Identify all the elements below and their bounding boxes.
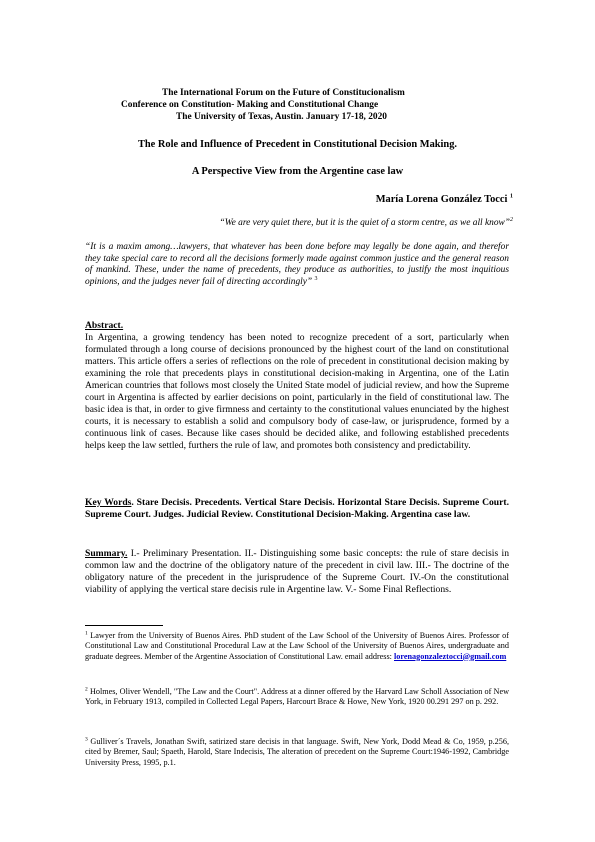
- epigraph-footnote-ref[interactable]: 2: [510, 216, 513, 223]
- conference-name: The International Forum on the Future of Constitucionalism: [162, 88, 405, 98]
- footnote-number: 2: [85, 686, 88, 693]
- author-name: María Lorena González Tocci: [375, 194, 508, 205]
- abstract-text: In Argentina, a growing tendency has been noted to recognize precedent of a sort, particularly when formulated through a long course of decisions pronounced by the highest court of the land on constitutional matters. This article offers a series of reflections on the role of precedent in constitutional decision making by examining the role that precedents plays in constitutional decision-making in Argentina, one of the Latin American countries that follows most closely the United State model of judicial review, and how the Supreme court in Argentina is affected by earlier decisions on point, particularly in the field of constitutional law. The basic idea is that, in order to give firmness and certainty to the constitutional values enunciated by the highest courts, it is necessary to establish a solid and compulsory body of case-law, or jurisprudence, formed by a continuous link of cases. Because like cases should be decided alike, and following established precedents helps keep the law settled, furthers the rule of law, and promotes both consistency and predictability.: [85, 332, 509, 452]
- author-footnote-ref[interactable]: 1: [510, 193, 513, 200]
- summary-text: I.- Preliminary Presentation. II.- Distinguishing some basic concepts: the rule of stare decisis in common law and the doctrine of the obligatory nature of the precedent in civil law. III.- The doctrine of the obligatory nature of the precedent in the jurisprudence of the Supreme Court. IV.-On the constitutional viability of applying the vertical stare decisis rule in Argentine law. V.- Some Final Reflections.: [85, 548, 509, 596]
- author-line: [376, 194, 513, 205]
- footnote-1: [85, 631, 509, 662]
- keywords-text: . Stare Decisis. Precedents. Vertical Stare Decisis. Horizontal Stare Decisis. Supreme Court. Supreme Court. Judges. Judicial Review. Constitutional Decision-Making. Argentina case law.: [85, 497, 509, 521]
- footnote-3: [85, 737, 509, 768]
- paper-title: The Role and Influence of Precedent in Constitutional Decision Making.: [137, 139, 458, 150]
- summary-section: [85, 548, 509, 596]
- paper-subtitle: A Perspective View from the Argentine case law: [191, 166, 404, 177]
- conference-subtitle: Conference on Constitution- Making and Constitutional Change: [121, 100, 379, 110]
- opening-quote: [85, 242, 509, 288]
- keywords-heading: Key Words: [85, 497, 132, 508]
- epigraph: [220, 218, 514, 228]
- summary-heading: Summary.: [85, 548, 128, 559]
- quote-text: “It is a maxim among…lawyers, that whatever has been done before may legally be done again, and therefor they take special care to record all the decisions formerly made against common justice and the general reason of mankind. These, under the name of precedents, they produce as authorities, to justify the most inquitious opinions, and the judges never fail of directing accordingly”: [85, 242, 509, 287]
- footnote-text: Gulliver´s Travels, Jonathan Swift, satirized stare decisis in that language. Swift, New York, Dodd Mead & Co, 1959, p.256, cited by Bremer, Saul; Spaeth, Harold, Stare Indecisis, The alteration of precedent on the Supreme Court:1946-1992, Cambridge University Press, 1995, p.1.: [85, 737, 509, 767]
- keywords-section: [85, 497, 509, 521]
- abstract-heading: Abstract.: [85, 320, 124, 331]
- footnote-number: 1: [85, 630, 88, 637]
- quote-footnote-ref[interactable]: 3: [314, 275, 318, 282]
- footnote-2: [85, 687, 509, 708]
- footnote-text: Holmes, Oliver Wendell, "The Law and the Court". Address at a dinner offered by the Harvard Law Scholl Association of New York, in February 1913, compiled in Collected Legal Papers, Harcourt Brace & Howe, New York, 1920 00.291 297 on p. 292.: [85, 687, 509, 707]
- footnote-text: Lawyer from the University of Buenos Aires. PhD student of the Law School of the University of Buenos Aires. Professor of Constitutional Law and Constitutional Procedural Law at the Law School of the University of Buenos Aires, undergraduate and graduate degrees. Member of the Argentine Association of Constitutional Law. email address:: [85, 631, 509, 661]
- epigraph-text: “We are very quiet there, but it is the quiet of a storm centre, as we all know”: [219, 218, 510, 228]
- conference-venue: The University of Texas, Austin. January 17-18, 2020: [176, 112, 387, 122]
- author-email-link[interactable]: lorenagonzaleztocci@gmail.com: [394, 651, 507, 661]
- footnote-number: 3: [85, 736, 88, 743]
- footnote-separator: [85, 625, 163, 626]
